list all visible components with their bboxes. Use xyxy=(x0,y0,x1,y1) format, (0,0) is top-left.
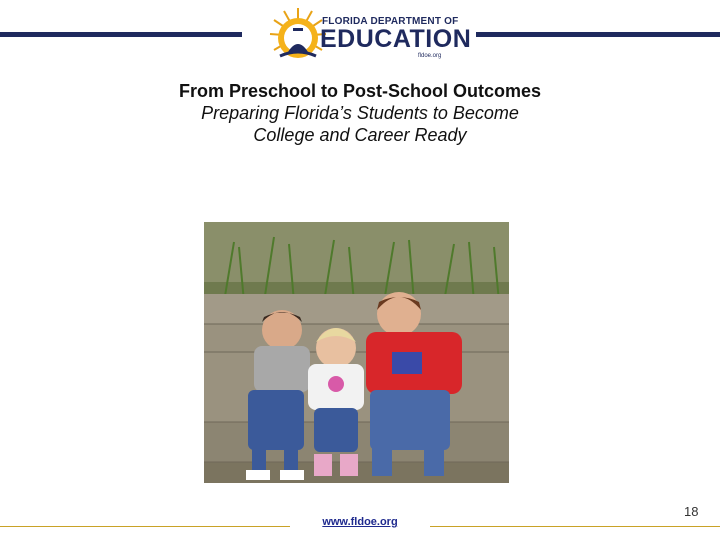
title-line-2: Preparing Florida’s Students to Become xyxy=(201,103,519,123)
sunburst-icon xyxy=(268,6,328,66)
logo-url-text: fldoe.org xyxy=(418,53,442,59)
page-number: 18 xyxy=(684,504,699,519)
logo-education-text: EDUCATION xyxy=(320,25,472,53)
header-rule-right xyxy=(476,32,720,37)
header-rule-left xyxy=(0,32,242,37)
title-line-3: College and Career Ready xyxy=(253,125,467,145)
fldoe-logo xyxy=(262,4,472,66)
logo-org-text: FLORIDA DEPARTMENT OF xyxy=(322,16,459,27)
slide-title xyxy=(60,80,660,146)
footer-rule-left xyxy=(0,526,290,527)
footer-website-link[interactable]: www.fldoe.org xyxy=(322,516,398,528)
children-on-bench-photo xyxy=(204,222,509,483)
footer-rule-right xyxy=(430,526,720,527)
title-line-1: From Preschool to Post-School Outcomes xyxy=(178,81,542,101)
